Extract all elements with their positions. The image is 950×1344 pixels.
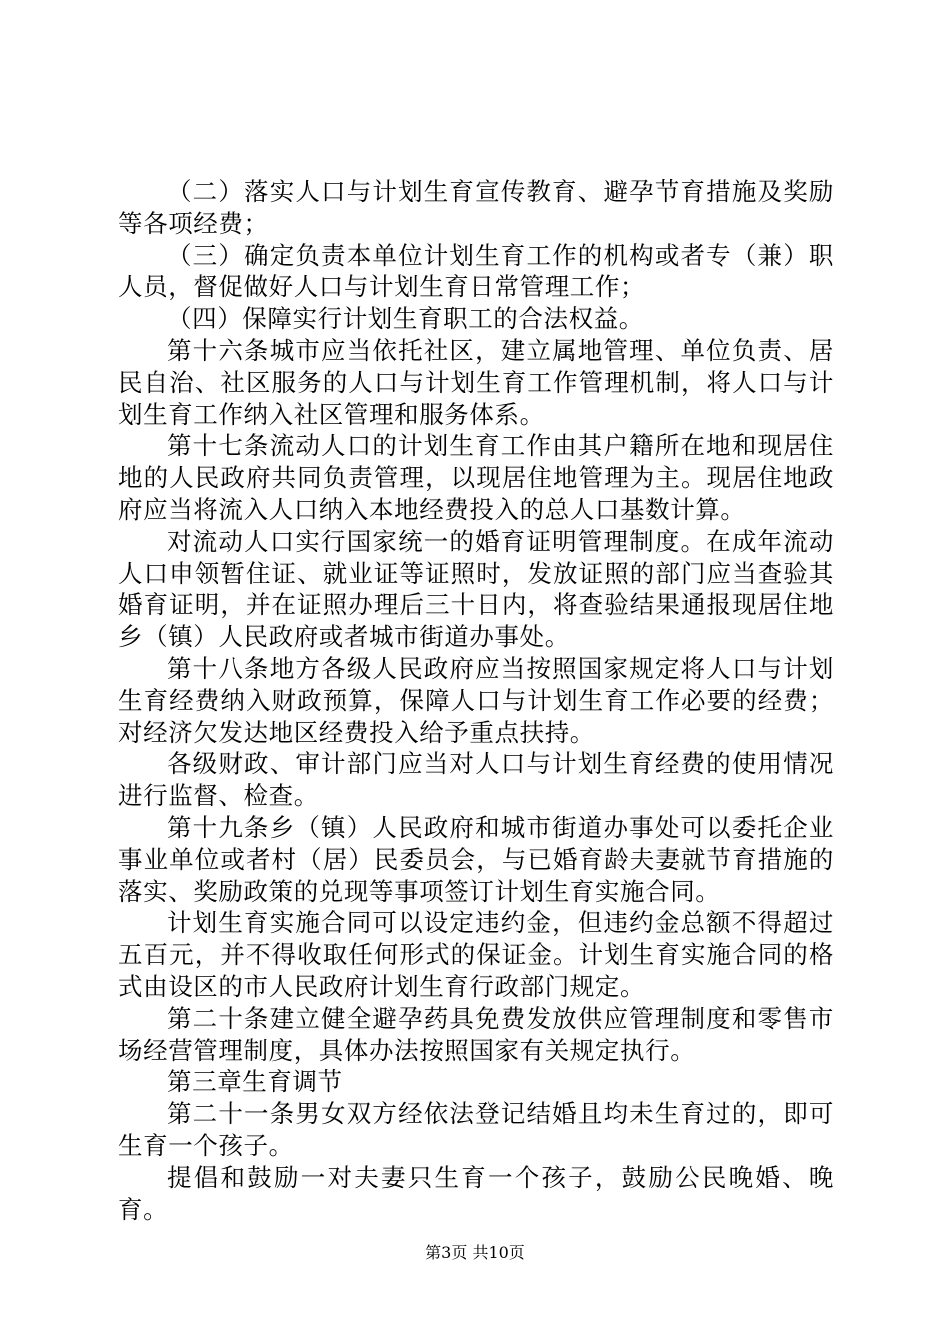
- document-body: [118, 176, 834, 1225]
- article-paragraph: 第二十一条男女双方经依法登记结婚且均未生育过的，即可生育一个孩子。: [118, 1099, 834, 1160]
- article-paragraph: 第十八条地方各级人民政府应当按照国家规定将人口与计划生育经费纳入财政预算，保障人口与计划生育工作必要的经费；对经济欠发达地区经费投入给予重点扶持。: [118, 653, 834, 747]
- page-number-footer: 第3页 共10页: [425, 1243, 525, 1262]
- article-paragraph: 第二十条建立健全避孕药具免费发放供应管理制度和零售市场经营管理制度，具体办法按照国家有关规定执行。: [118, 1003, 834, 1065]
- paragraph: （二）落实人口与计划生育宣传教育、避孕节育措施及奖励等各项经费；: [118, 177, 834, 238]
- paragraph: 对流动人口实行国家统一的婚育证明管理制度。在成年流动人口申领暂住证、就业证等证照时，发放证照的部门应当查验其婚育证明，并在证照办理后三十日内，将查验结果通报现居住地乡（镇）人民政府或者城市街道办事处。: [118, 526, 834, 652]
- chapter-heading: 第三章生育调节: [167, 1067, 343, 1097]
- paragraph: 计划生育实施合同可以设定违约金，但违约金总额不得超过五百元，并不得收取任何形式的保证金。计划生育实施合同的格式由设区的市人民政府计划生育行政部门规定。: [118, 908, 834, 1001]
- article-paragraph: 第十六条城市应当依托社区，建立属地管理、单位负责、居民自治、社区服务的人口与计划生育工作管理机制，将人口与计划生育工作纳入社区管理和服务体系。: [118, 335, 834, 429]
- paragraph: 提倡和鼓励一对夫妻只生育一个孩子，鼓励公民晚婚、晚育。: [118, 1162, 834, 1224]
- paragraph: （三）确定负责本单位计划生育工作的机构或者专（兼）职人员，督促做好人口与计划生育日常管理工作；: [118, 240, 834, 302]
- article-paragraph: 第十七条流动人口的计划生育工作由其户籍所在地和现居住地的人民政府共同负责管理，以现居住地管理为主。现居住地政府应当将流入人口纳入本地经费投入的总人口基数计算。: [118, 431, 834, 524]
- paragraph: （四）保障实行计划生育职工的合法权益。: [167, 304, 644, 334]
- paragraph: 各级财政、审计部门应当对人口与计划生育经费的使用情况进行监督、检查。: [118, 749, 834, 811]
- article-paragraph: 第十九条乡（镇）人民政府和城市街道办事处可以委托企业事业单位或者村（居）民委员会，与已婚育龄夫妻就节育措施的落实、奖励政策的兑现等事项签订计划生育实施合同。: [118, 812, 834, 906]
